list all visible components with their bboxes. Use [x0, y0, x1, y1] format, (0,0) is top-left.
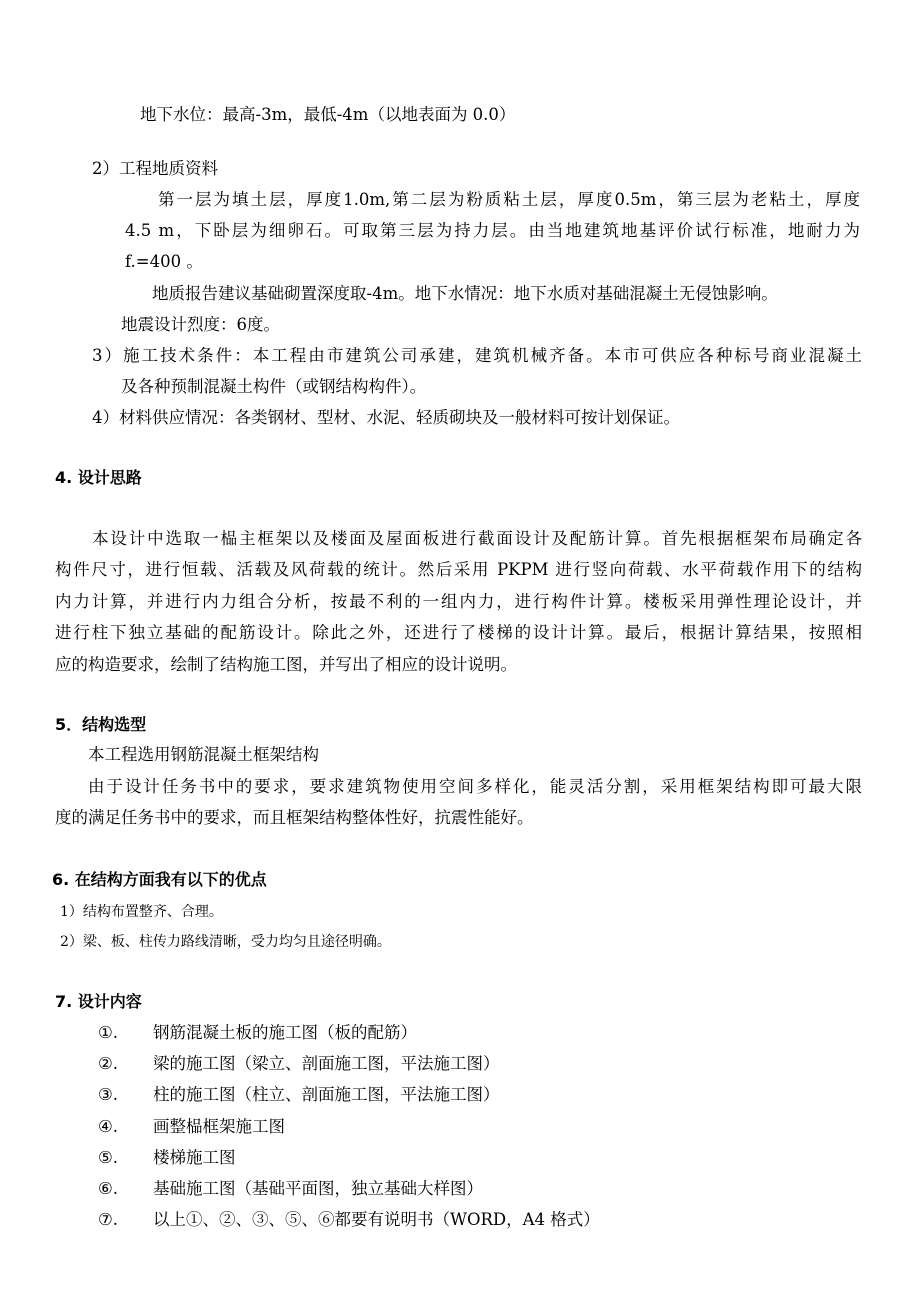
section6-item: 1）结构布置整齐、合理。: [60, 904, 223, 920]
geology-advice: 地质报告建议基础砌置深度取-4m。地下水情况：地下水质对基础混凝土无侵蚀影响。: [152, 284, 778, 303]
list-number: ③.: [98, 1085, 119, 1104]
list-number: ①.: [98, 1023, 119, 1042]
list-item: 画整榀框架施工图: [153, 1117, 285, 1136]
section4-line: 本设计中选取一榀主框架以及楼面及屋面板进行截面设计及配筋计算。首先根据框架布局确定各: [92, 529, 862, 548]
list-item: 梁的施工图（梁立、剖面施工图，平法施工图）: [153, 1054, 500, 1073]
list-item: 钢筋混凝土板的施工图（板的配筋）: [153, 1023, 417, 1042]
section4-line: 应的构造要求，绘制了结构施工图，并写出了相应的设计说明。: [55, 655, 517, 674]
seismic-intensity: 地震设计烈度：6度。: [121, 315, 280, 334]
geology-para-line3: f.=400 。: [125, 252, 203, 271]
geology-para-line2: 4.5 m，下卧层为细卵石。可取第三层为持力层。由当地建筑地基评价试行标准，地耐力为: [125, 221, 860, 240]
geology-para-line1: 第一层为填土层，厚度1.0m,第二层为粉质粘土层，厚度0.5m，第三层为老粘土，厚度: [158, 190, 860, 209]
list-item: 基础施工图（基础平面图，独立基础大样图）: [153, 1179, 483, 1198]
section5-heading: 5．结构选型: [55, 715, 147, 734]
section4-line: 内力计算，并进行内力组合分析，按最不利的一组内力，进行构件计算。楼板采用弹性理论设计，并: [55, 592, 862, 611]
construction-line2: 及各种预制混凝土构件（或钢结构构件）。: [121, 377, 427, 396]
list-number: ⑥.: [98, 1179, 119, 1198]
section6-item: 2）梁、板、柱传力路线清晰，受力均匀且途径明确。: [60, 934, 391, 950]
section7-heading: 7. 设计内容: [55, 992, 142, 1011]
list-item: 以上①、②、③、⑤、⑥都要有说明书（WORD，A4 格式）: [153, 1210, 600, 1229]
groundwater-text: 地下水位：最高-3m，最低-4m（以地表面为 0.0）: [140, 105, 516, 124]
section6-heading: 6. 在结构方面我有以下的优点: [52, 870, 267, 889]
list-item: 楼梯施工图: [153, 1148, 236, 1167]
list-number: ②.: [98, 1054, 119, 1073]
list-item: 柱的施工图（柱立、剖面施工图，平法施工图）: [153, 1085, 500, 1104]
section5-line2: 由于设计任务书中的要求，要求建筑物使用空间多样化，能灵活分割，采用框架结构即可最大限: [88, 777, 862, 796]
construction-line1: 3）施工技术条件：本工程由市建筑公司承建，建筑机械齐备。本市可供应各种标号商业混凝土: [92, 346, 862, 365]
section4-heading: 4. 设计思路: [55, 468, 142, 487]
section4-line: 构件尺寸，进行恒载、活载及风荷载的统计。然后采用 PKPM 进行竖向荷载、水平荷载作用下的结构: [55, 560, 862, 579]
list-number: ⑦.: [98, 1210, 119, 1229]
section4-line: 进行柱下独立基础的配筋设计。除此之外，还进行了楼梯的设计计算。最后，根据计算结果，按照相: [55, 623, 862, 642]
geology-title: 2）工程地质资料: [92, 159, 218, 178]
list-number: ④.: [98, 1117, 119, 1136]
materials-text: 4）材料供应情况：各类钢材、型材、水泥、轻质砌块及一般材料可按计划保证。: [92, 408, 680, 427]
section5-line3: 度的满足任务书中的要求，而且框架结构整体性好，抗震性能好。: [55, 808, 534, 827]
section5-line1: 本工程选用钢筋混凝土框架结构: [88, 745, 319, 764]
list-number: ⑤.: [98, 1148, 119, 1167]
